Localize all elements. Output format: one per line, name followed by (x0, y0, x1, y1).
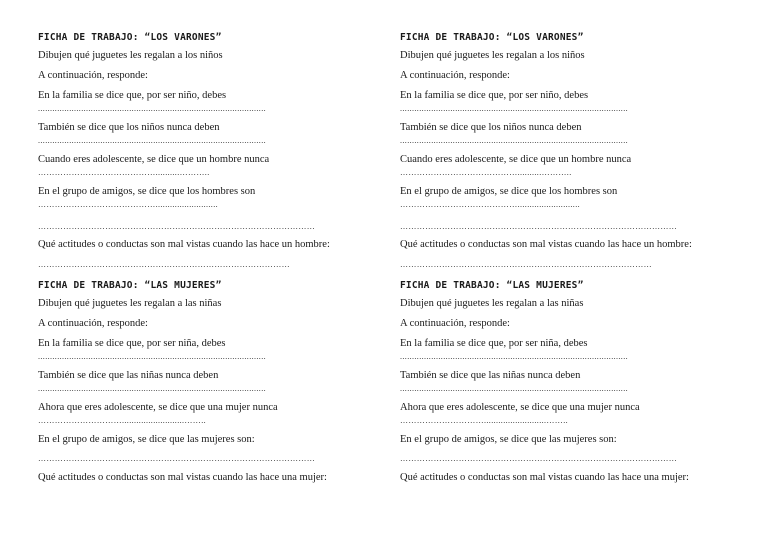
prompt-draw-toys: Dibujen qué juguetes les regalan a las niñas (38, 298, 222, 309)
answer-line: ............................................................................................... (400, 384, 628, 393)
answer-line: …………………………..........................…….. (400, 416, 568, 425)
prompt-never: También se dice que las niñas nunca deben (38, 370, 219, 381)
answer-line: ............................................................................................... (400, 352, 628, 361)
prompt-friends: En el grupo de amigos, se dice que las mujeres son: (400, 434, 617, 445)
answer-line: ............................................................................................... (38, 352, 266, 361)
answer-line: ……………………………………………………………………………………… (400, 222, 678, 231)
answer-line: ……………………………………………………………………………………… (400, 454, 678, 463)
answer-line: ............................................................................................... (38, 384, 266, 393)
prompt-family: En la familia se dice que, por ser niño, debes (400, 90, 589, 101)
prompt-draw-toys: Dibujen qué juguetes les regalan a los niños (38, 50, 223, 61)
answer-line: ............................................................................................... (400, 136, 628, 145)
prompt-adolescent: Cuando eres adolescente, se dice que un hombre nunca (400, 154, 632, 165)
answer-line: ……………………………………..........……….. (400, 168, 572, 177)
answer-line: ……………………………………..........……….. (38, 168, 210, 177)
worksheet-title: FICHA DE TRABAJO: “LOS VARONES” (38, 32, 222, 43)
prompt-draw-toys: Dibujen qué juguetes les regalan a las niñas (400, 298, 584, 309)
prompt-attitudes: Qué actitudes o conductas son mal vistas cuando las hace una mujer: (400, 472, 689, 483)
prompt-friends: En el grupo de amigos, se dice que los hombres son (38, 186, 256, 197)
prompt-attitudes: Qué actitudes o conductas son mal vistas cuando las hace una mujer: (38, 472, 327, 483)
prompt-family: En la familia se dice que, por ser niña, debes (38, 338, 226, 349)
answer-line: …………………………………….......................... (400, 200, 580, 209)
prompt-respond: A continuación, responde: (400, 70, 510, 81)
answer-line: ……………………………………………………………………………… (38, 260, 290, 269)
answer-line: ……………………………………………………………………………… (400, 260, 652, 269)
prompt-adolescent: Cuando eres adolescente, se dice que un hombre nunca (38, 154, 270, 165)
prompt-family: En la familia se dice que, por ser niño, debes (38, 90, 227, 101)
prompt-respond: A continuación, responde: (38, 318, 148, 329)
prompt-adolescent: Ahora que eres adolescente, se dice que una mujer nunca (38, 402, 278, 413)
prompt-adolescent: Ahora que eres adolescente, se dice que una mujer nunca (400, 402, 640, 413)
answer-line: …………………………..........................…….. (38, 416, 206, 425)
worksheet-title: FICHA DE TRABAJO: “LOS VARONES” (400, 32, 584, 43)
answer-line: ............................................................................................... (38, 136, 266, 145)
answer-line: ……………………………………………………………………………………… (38, 222, 316, 231)
worksheet-title: FICHA DE TRABAJO: “LAS MUJERES” (38, 280, 222, 291)
prompt-friends: En el grupo de amigos, se dice que los hombres son (400, 186, 618, 197)
prompt-family: En la familia se dice que, por ser niña, debes (400, 338, 588, 349)
prompt-attitudes: Qué actitudes o conductas son mal vistas cuando las hace un hombre: (38, 239, 330, 250)
answer-line: ……………………………………………………………………………………… (38, 454, 316, 463)
prompt-respond: A continuación, responde: (38, 70, 148, 81)
prompt-never: También se dice que las niñas nunca deben (400, 370, 581, 381)
prompt-friends: En el grupo de amigos, se dice que las mujeres son: (38, 434, 255, 445)
answer-line: …………………………………….......................... (38, 200, 218, 209)
prompt-never: También se dice que los niños nunca deben (38, 122, 220, 133)
prompt-attitudes: Qué actitudes o conductas son mal vistas cuando las hace un hombre: (400, 239, 692, 250)
prompt-draw-toys: Dibujen qué juguetes les regalan a los niños (400, 50, 585, 61)
answer-line: ............................................................................................... (38, 104, 266, 113)
prompt-never: También se dice que los niños nunca deben (400, 122, 582, 133)
answer-line: ............................................................................................... (400, 104, 628, 113)
prompt-respond: A continuación, responde: (400, 318, 510, 329)
worksheet-title: FICHA DE TRABAJO: “LAS MUJERES” (400, 280, 584, 291)
